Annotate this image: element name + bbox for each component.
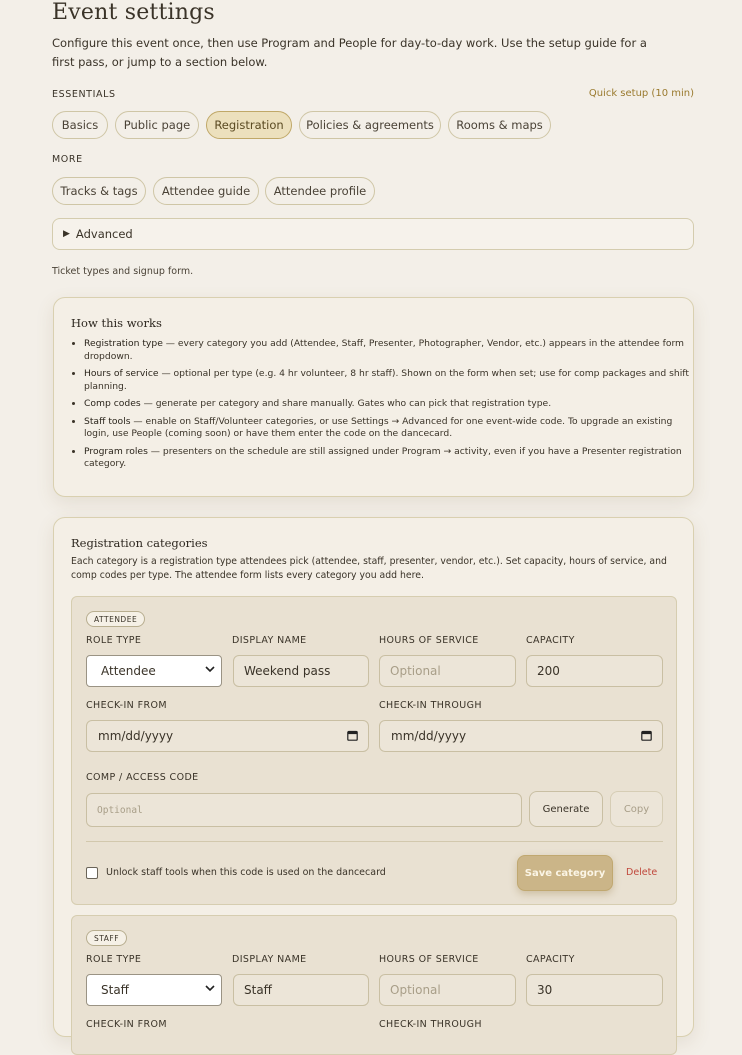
category-staff: [71, 915, 677, 1055]
checkin-through-date-input[interactable]: [379, 720, 663, 752]
tab-public-page[interactable]: Public page: [115, 111, 199, 139]
how-this-works-title: How this works: [71, 316, 162, 330]
advanced-toggle[interactable]: [52, 218, 694, 250]
hours-of-service-input[interactable]: Optional: [379, 655, 516, 687]
display-name-input[interactable]: Staff: [233, 974, 369, 1006]
checkin-through-label: CHECK-IN THROUGH: [379, 1019, 482, 1030]
capacity-label: CAPACITY: [526, 635, 575, 646]
registration-categories-card: [53, 517, 694, 1037]
list-item-text: — every category you add (Attendee, Staff, Presenter, Photographer, Vendor, etc.) appears in the attendee form dropdown.: [84, 338, 685, 362]
category-tag: STAFF: [86, 930, 127, 946]
role-type-select[interactable]: [86, 655, 222, 687]
role-type-value: Attendee: [101, 664, 156, 678]
checkin-from-label: CHECK-IN FROM: [86, 1019, 167, 1030]
comp-code-input[interactable]: Optional: [86, 793, 522, 827]
hours-of-service-label: HOURS OF SERVICE: [379, 635, 479, 646]
calendar-icon[interactable]: [347, 730, 358, 741]
checkin-from-date-input[interactable]: [86, 720, 369, 752]
category-tag: ATTENDEE: [86, 611, 145, 627]
list-item-text: — presenters on the schedule are still assigned under Program → activity, even if you have a Presenter registration category.: [84, 445, 682, 469]
role-type-select[interactable]: [86, 974, 222, 1006]
tab-basics[interactable]: Basics: [52, 111, 108, 139]
registration-categories-description: Each category is a registration type attendees pick (attendee, staff, presenter, vendor, etc.). Set capacity, hours of service, and comp codes per type. The attendee form lists every category you add here.: [71, 556, 667, 581]
chevron-down-icon: [205, 983, 215, 996]
capacity-input[interactable]: 30: [526, 974, 663, 1006]
list-item-term: Comp codes: [84, 398, 141, 409]
quick-setup-link[interactable]: Quick setup (10 min): [588, 88, 694, 99]
capacity-label: CAPACITY: [526, 954, 575, 965]
date-placeholder: mm/dd/yyyy: [391, 729, 467, 743]
delete-category-link[interactable]: Delete: [626, 867, 658, 878]
page-intro: Configure this event once, then use Program and People for day-to-day work. Use the setup guide for a first pass, or jump to a section below.: [52, 36, 647, 69]
display-name-label: DISPLAY NAME: [232, 954, 307, 965]
list-item-term: Registration type: [84, 338, 163, 349]
list-item: [84, 368, 689, 393]
list-item-text: — enable on Staff/Volunteer categories, or use Settings → Advanced for one event-wide code. To upgrade an existing login, use People (coming soon) or have them enter the code on the dancecard.: [84, 415, 673, 439]
advanced-label: Advanced: [75, 227, 133, 241]
list-item: [84, 338, 689, 363]
display-name-label: DISPLAY NAME: [232, 635, 307, 646]
tab-tracks-tags[interactable]: Tracks & tags: [52, 177, 146, 205]
unlock-staff-tools-checkbox[interactable]: [86, 867, 98, 879]
tab-registration[interactable]: Registration: [206, 111, 292, 139]
role-type-label: ROLE TYPE: [86, 635, 142, 646]
hours-of-service-input[interactable]: Optional: [379, 974, 516, 1006]
page-title: Event settings: [52, 0, 215, 25]
chevron-down-icon: [205, 664, 215, 677]
calendar-icon[interactable]: [641, 730, 652, 741]
role-type-label: ROLE TYPE: [86, 954, 142, 965]
tab-attendee-guide[interactable]: Attendee guide: [153, 177, 259, 205]
triangle-right-icon: ▶: [63, 229, 70, 239]
category-attendee: [71, 596, 677, 905]
essentials-label: ESSENTIALS: [52, 89, 116, 100]
tab-attendee-profile[interactable]: Attendee profile: [265, 177, 375, 205]
date-placeholder: mm/dd/yyyy: [98, 729, 174, 743]
section-note: Ticket types and signup form.: [52, 266, 194, 277]
list-item: [84, 416, 689, 441]
hours-of-service-label: HOURS OF SERVICE: [379, 954, 479, 965]
list-item: [84, 398, 689, 411]
how-this-works-card: [53, 297, 694, 497]
list-item-term: Staff tools: [84, 415, 131, 427]
capacity-input[interactable]: 200: [526, 655, 663, 687]
divider: [86, 841, 663, 842]
checkin-from-label: CHECK-IN FROM: [86, 700, 167, 711]
generate-button[interactable]: Generate: [529, 791, 603, 827]
list-item: [84, 446, 689, 471]
role-type-value: Staff: [101, 983, 129, 997]
how-this-works-list: [71, 338, 689, 476]
tab-policies-agreements[interactable]: Policies & agreements: [299, 111, 441, 139]
registration-categories-title: Registration categories: [71, 536, 208, 550]
more-label: MORE: [52, 154, 83, 165]
unlock-staff-tools-label: Unlock staff tools when this code is used on the dancecard: [106, 867, 386, 878]
tab-rooms-maps[interactable]: Rooms & maps: [448, 111, 551, 139]
list-item-text: — generate per category and share manually. Gates who can pick that registration type.: [140, 398, 552, 409]
copy-button[interactable]: Copy: [610, 791, 663, 827]
comp-code-label: COMP / ACCESS CODE: [86, 772, 199, 783]
checkin-through-label: CHECK-IN THROUGH: [379, 700, 482, 711]
list-item-term: Hours of service: [84, 368, 159, 379]
list-item-text: — optional per type (e.g. 4 hr volunteer, 8 hr staff). Shown on the form when set; use for comp packages and shift planning.: [84, 368, 689, 392]
save-category-button[interactable]: Save category: [517, 855, 613, 891]
list-item-term: Program roles: [84, 445, 148, 457]
display-name-input[interactable]: Weekend pass: [233, 655, 369, 687]
